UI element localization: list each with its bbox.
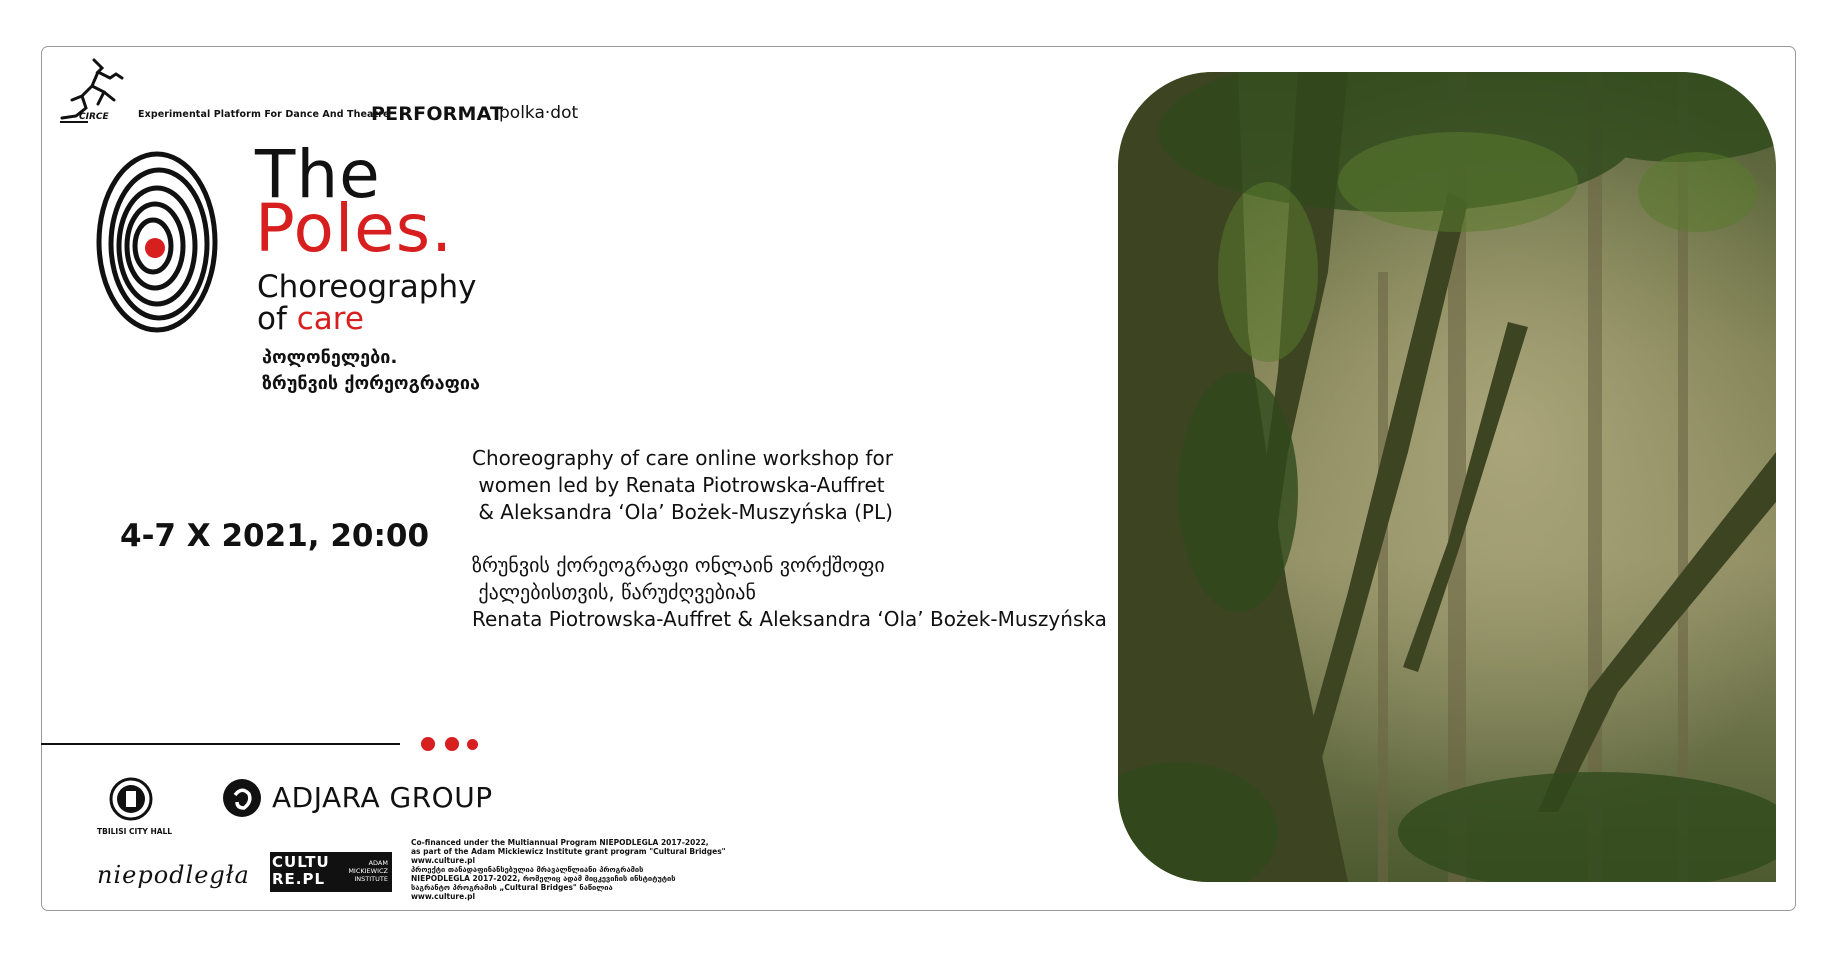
fine-print-line: www.culture.pl bbox=[411, 856, 476, 865]
spiral-logo-icon bbox=[95, 146, 225, 336]
title-care: care bbox=[296, 301, 364, 337]
description-ka-line3: Renata Piotrowska-Auffret & Aleksandra ‘Ola’ Bożek-Muszyńska bbox=[472, 607, 1107, 631]
title-the: The bbox=[255, 136, 381, 213]
ami-logo: ADAM MICKIEWICZ INSTITUTE bbox=[348, 859, 388, 883]
event-date: 4-7 X 2021, 20:00 bbox=[120, 518, 430, 554]
circe-mark: CIRCE bbox=[79, 112, 109, 122]
adjara-group-icon bbox=[222, 778, 262, 818]
circe-tagline: Experimental Platform For Dance And Theatre bbox=[138, 109, 390, 120]
divider-line bbox=[41, 743, 400, 745]
fine-print-line: as part of the Adam Mickiewicz Institute grant program "Cultural Bridges" bbox=[411, 847, 726, 856]
adjara-group-logo: ADJARA GROUP bbox=[272, 781, 493, 814]
fine-print-line: საგრანტო პროგრამის „Cultural Bridges" ნაწილია bbox=[411, 883, 613, 892]
niepodlegla-logo: niepodległa bbox=[97, 861, 250, 889]
polka-dot-logo: polka·dot bbox=[499, 103, 579, 123]
title-poles: Poles. bbox=[255, 190, 454, 267]
city-hall-label: TBILISI CITY HALL bbox=[97, 827, 173, 836]
description-ka-line1: ზრუნვის ქორეოგრაფი ონლაინ ვორქშოფი bbox=[472, 553, 885, 577]
description-en-line2: women led by Renata Piotrowska-Auffret bbox=[472, 473, 885, 497]
fine-print-line: NIEPODLEGLA 2017-2022, რომელიც ადამ მიცკევიჩის ინსტიტუტის bbox=[411, 874, 676, 883]
georgian-title-line2: ზრუნვის ქორეოგრაფია bbox=[262, 373, 481, 394]
title-of: of bbox=[257, 301, 287, 337]
georgian-title-line1: პოლონელები. bbox=[262, 347, 398, 368]
red-dot bbox=[467, 739, 478, 750]
description-en-line1: Choreography of care online workshop for bbox=[472, 446, 893, 470]
fine-print-line: Co-financed under the Multiannual Program NIEPODLEGLA 2017-2022, bbox=[411, 838, 709, 847]
fine-print-line: პროექტი თანადაფინანსებულია მრავალწლიანი პროგრამის bbox=[411, 865, 644, 874]
culture-pl-logo: CULTURE.PL bbox=[272, 853, 330, 888]
city-hall-emblem-icon bbox=[109, 777, 153, 821]
title-of-care bbox=[257, 302, 364, 336]
description-en-line3: & Aleksandra ‘Ola’ Bożek-Muszyńska (PL) bbox=[472, 500, 893, 524]
performat-logo: PERFORMAT bbox=[371, 103, 504, 125]
title-choreography: Choreography bbox=[257, 269, 477, 305]
fine-print-line: www.culture.pl bbox=[411, 892, 476, 901]
red-dot bbox=[445, 737, 459, 751]
description-ka-line2: ქალებისთვის, წარუძღვებიან bbox=[472, 580, 756, 604]
red-dot bbox=[421, 737, 435, 751]
forest-photo bbox=[1118, 72, 1776, 882]
